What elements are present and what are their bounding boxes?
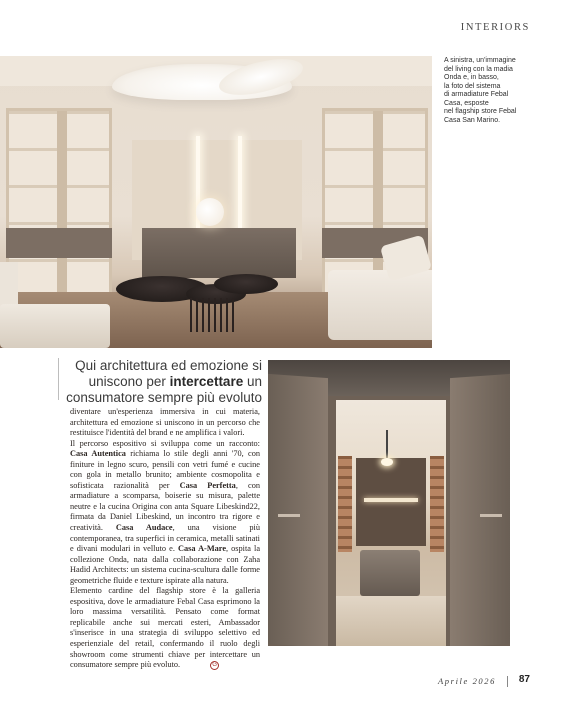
pullquote-text: Qui architettura ed emozione si uniscono per bbox=[75, 358, 262, 389]
ottoman bbox=[360, 550, 420, 596]
wardrobe-door-right bbox=[450, 374, 510, 646]
body-text: richiama lo stile degli anni '70, con finiture in legno scuro, pensili con vetri fumé e cucine con gola in metallo brunito; ambiente cosmopolita e sofisticata razionalità per bbox=[70, 449, 260, 490]
caption-line: A sinistra, un'immagine bbox=[444, 57, 516, 64]
footer-separator bbox=[507, 676, 508, 687]
armchair bbox=[0, 262, 18, 308]
door-handle bbox=[480, 514, 502, 517]
caption-line: Onda e, in basso, bbox=[444, 74, 499, 81]
sofa bbox=[328, 270, 432, 340]
door-handle bbox=[278, 514, 300, 517]
inner-room bbox=[336, 400, 446, 646]
body-paragraph bbox=[70, 586, 260, 670]
body-emphasis: Casa Autentica bbox=[70, 449, 126, 459]
coffee-table-base bbox=[190, 298, 236, 332]
page-number: 87 bbox=[518, 674, 530, 685]
living-room-photo bbox=[0, 56, 432, 348]
caption-line: nel flagship store Febal bbox=[444, 108, 517, 115]
body-paragraph: diventare un'esperienza immersiva in cui materia, architettura ed emozione si uniscono in un percorso che restituisce l'identità del brand e ne amplifica i valori. bbox=[70, 407, 260, 438]
caption-line: Casa, esposte bbox=[444, 99, 489, 107]
pullquote-emphasis: intercettare bbox=[169, 374, 244, 389]
caption-line: di armadiature Febal bbox=[444, 91, 509, 98]
floor bbox=[336, 596, 446, 646]
pendant-light bbox=[386, 430, 388, 460]
flagship-store-photo bbox=[268, 360, 510, 646]
caption-line: la foto del sistema bbox=[444, 82, 501, 90]
body-emphasis: Casa Audace bbox=[115, 523, 173, 533]
table-lamp bbox=[196, 198, 224, 226]
wardrobe-door-left bbox=[268, 374, 328, 646]
inner-back-wall bbox=[356, 458, 426, 546]
caption-line: Casa San Marino. bbox=[444, 116, 501, 124]
pullquote bbox=[56, 358, 262, 406]
pullquote-text: un consumatore sempre più evoluto bbox=[66, 374, 262, 405]
body-text: , una visione più contemporanea, tra superfici in ceramica, metalli satinati e divani modulari in velluto e. bbox=[70, 523, 260, 554]
issue-date: Aprile 2026 bbox=[438, 676, 496, 686]
body-emphasis: Casa A-Mare bbox=[177, 544, 227, 554]
body-paragraph bbox=[70, 439, 260, 587]
drawer-unit-left bbox=[6, 228, 112, 258]
body-text: , con armadiature a scomparsa, boiserie su misura, palette neutre e la cucina Origina con anta Square Libeskind22, firmata da Daniel Libeskind, un incontro tra rigore e creatività. bbox=[70, 480, 260, 533]
onda-sideboard bbox=[142, 228, 296, 278]
wood-shelf-left bbox=[338, 456, 352, 552]
body-text: , ospita la collezione Onda, nata dalla collaborazione con Zaha Hadid Architects: un sistema cucina-scultura dalle forme geometriche fluide e texture ispirate alla natura. bbox=[70, 544, 260, 585]
photo-caption bbox=[444, 57, 550, 125]
section-label: INTERIORS bbox=[460, 22, 530, 33]
caption-line: del living con la madia bbox=[444, 65, 513, 73]
body-emphasis: Casa Perfetta bbox=[179, 480, 236, 490]
coffee-table bbox=[214, 274, 278, 294]
body-text: Il percorso espositivo si sviluppa come un racconto: bbox=[70, 438, 260, 448]
light-strip bbox=[238, 136, 242, 232]
end-mark-icon: G bbox=[210, 661, 219, 670]
article-body bbox=[70, 407, 260, 671]
pouf bbox=[0, 304, 110, 348]
wood-shelf-right bbox=[430, 456, 444, 552]
body-text: Elemento cardine del flagship store è la galleria espositiva, dove le armadiature Febal Casa esprimono la loro massima versatilità. Pensato come format replicabile anche sui mercati esteri, Ambassador s'inserisce in una strategia di sviluppo selettivo ed esperienziale del retail, confermando il ruolo degli showroom come strumenti chiave per intercettare un consumatore sempre più evoluto. bbox=[70, 586, 260, 670]
